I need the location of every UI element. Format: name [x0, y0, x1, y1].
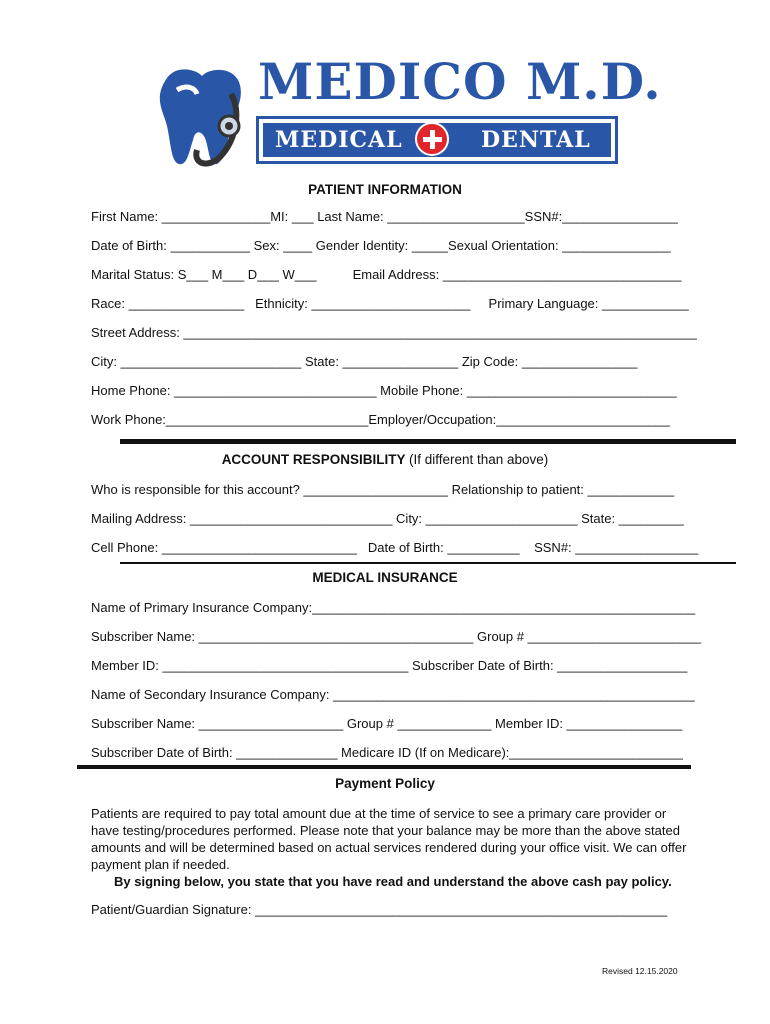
payment-heading: Payment Policy: [335, 776, 435, 791]
work-phone-field[interactable]: Work Phone:____________________________Employer/Occupation:________________________: [91, 412, 670, 427]
city-field[interactable]: City: _________________________ State: ________________ Zip Code: ________________: [91, 354, 638, 369]
payment-policy-line: amounts and will be determined based on actual services rendered during your office visit. We can offer: [91, 840, 687, 855]
tooth-stethoscope-logo-icon: [147, 60, 247, 170]
section-divider: [77, 765, 691, 769]
member-id-field[interactable]: Member ID: __________________________________ Subscriber Date of Birth: __________________: [91, 658, 688, 673]
account-heading: [0, 452, 770, 468]
payment-policy-line: Patients are required to pay total amount due at the time of service to see a primary care provider or: [91, 806, 667, 821]
payment-policy-line: payment plan if needed.: [91, 857, 230, 872]
race-field[interactable]: Race: ________________ Ethnicity: ______________________ Primary Language: ____________: [91, 296, 689, 311]
street-address-field[interactable]: Street Address: _______________________________________________________________________: [91, 325, 697, 340]
signature-field[interactable]: Patient/Guardian Signature: _________________________________________________________: [91, 902, 668, 917]
secondary-subscriber-field[interactable]: Subscriber Name: ____________________ Group # _____________ Member ID: ________________: [91, 716, 683, 731]
brand-dental-label: DENTAL: [481, 127, 591, 153]
account-heading-note: (If different than above): [408, 452, 549, 467]
medical-cross-icon: [415, 122, 449, 156]
insurance-heading: MEDICAL INSURANCE: [312, 570, 458, 585]
section-divider: [120, 562, 736, 564]
payment-policy-text: [91, 805, 691, 873]
brand-banner: [256, 116, 618, 164]
brand-title: MEDICO M.D.: [258, 52, 662, 111]
account-heading-title: ACCOUNT RESPONSIBILITY: [221, 452, 406, 467]
cell-phone-field[interactable]: Cell Phone: ___________________________ Date of Birth: __________ SSN#: _________________: [91, 540, 699, 555]
home-phone-field[interactable]: Home Phone: ____________________________ Mobile Phone: _____________________________: [91, 383, 677, 398]
responsible-party-field[interactable]: Who is responsible for this account? ____________________ Relationship to patient: ____________: [91, 482, 675, 497]
primary-subscriber-field[interactable]: Subscriber Name: ______________________________________ Group # ________________________: [91, 629, 702, 644]
signing-statement: By signing below, you state that you have read and understand the above cash pay policy.: [114, 874, 672, 889]
revision-date: Revised 12.15.2020: [602, 966, 678, 976]
date-of-birth-field[interactable]: Date of Birth: ___________ Sex: ____ Gender Identity: _____Sexual Orientation: _______________: [91, 238, 671, 253]
section-divider: [120, 439, 736, 444]
secondary-insurance-field[interactable]: Name of Secondary Insurance Company: __________________________________________________: [91, 687, 695, 702]
primary-insurance-field[interactable]: Name of Primary Insurance Company:_____________________________________________________: [91, 600, 696, 615]
first-name-field[interactable]: First Name: _______________MI: ___ Last Name: ___________________SSN#:________________: [91, 209, 678, 224]
brand-medical-label: MEDICAL: [275, 127, 403, 153]
marital-status-field[interactable]: Marital Status: S___ M___ D___ W___ Email Address: _________________________________: [91, 267, 682, 282]
payment-policy-line: have testing/procedures performed. Please note that your balance may be more than the above stated: [91, 823, 680, 838]
patient-info-heading: PATIENT INFORMATION: [308, 182, 462, 197]
mailing-address-field[interactable]: Mailing Address: ____________________________ City: _____________________ State: _________: [91, 511, 684, 526]
medicare-id-field[interactable]: Subscriber Date of Birth: ______________ Medicare ID (If on Medicare):________________________: [91, 745, 683, 760]
